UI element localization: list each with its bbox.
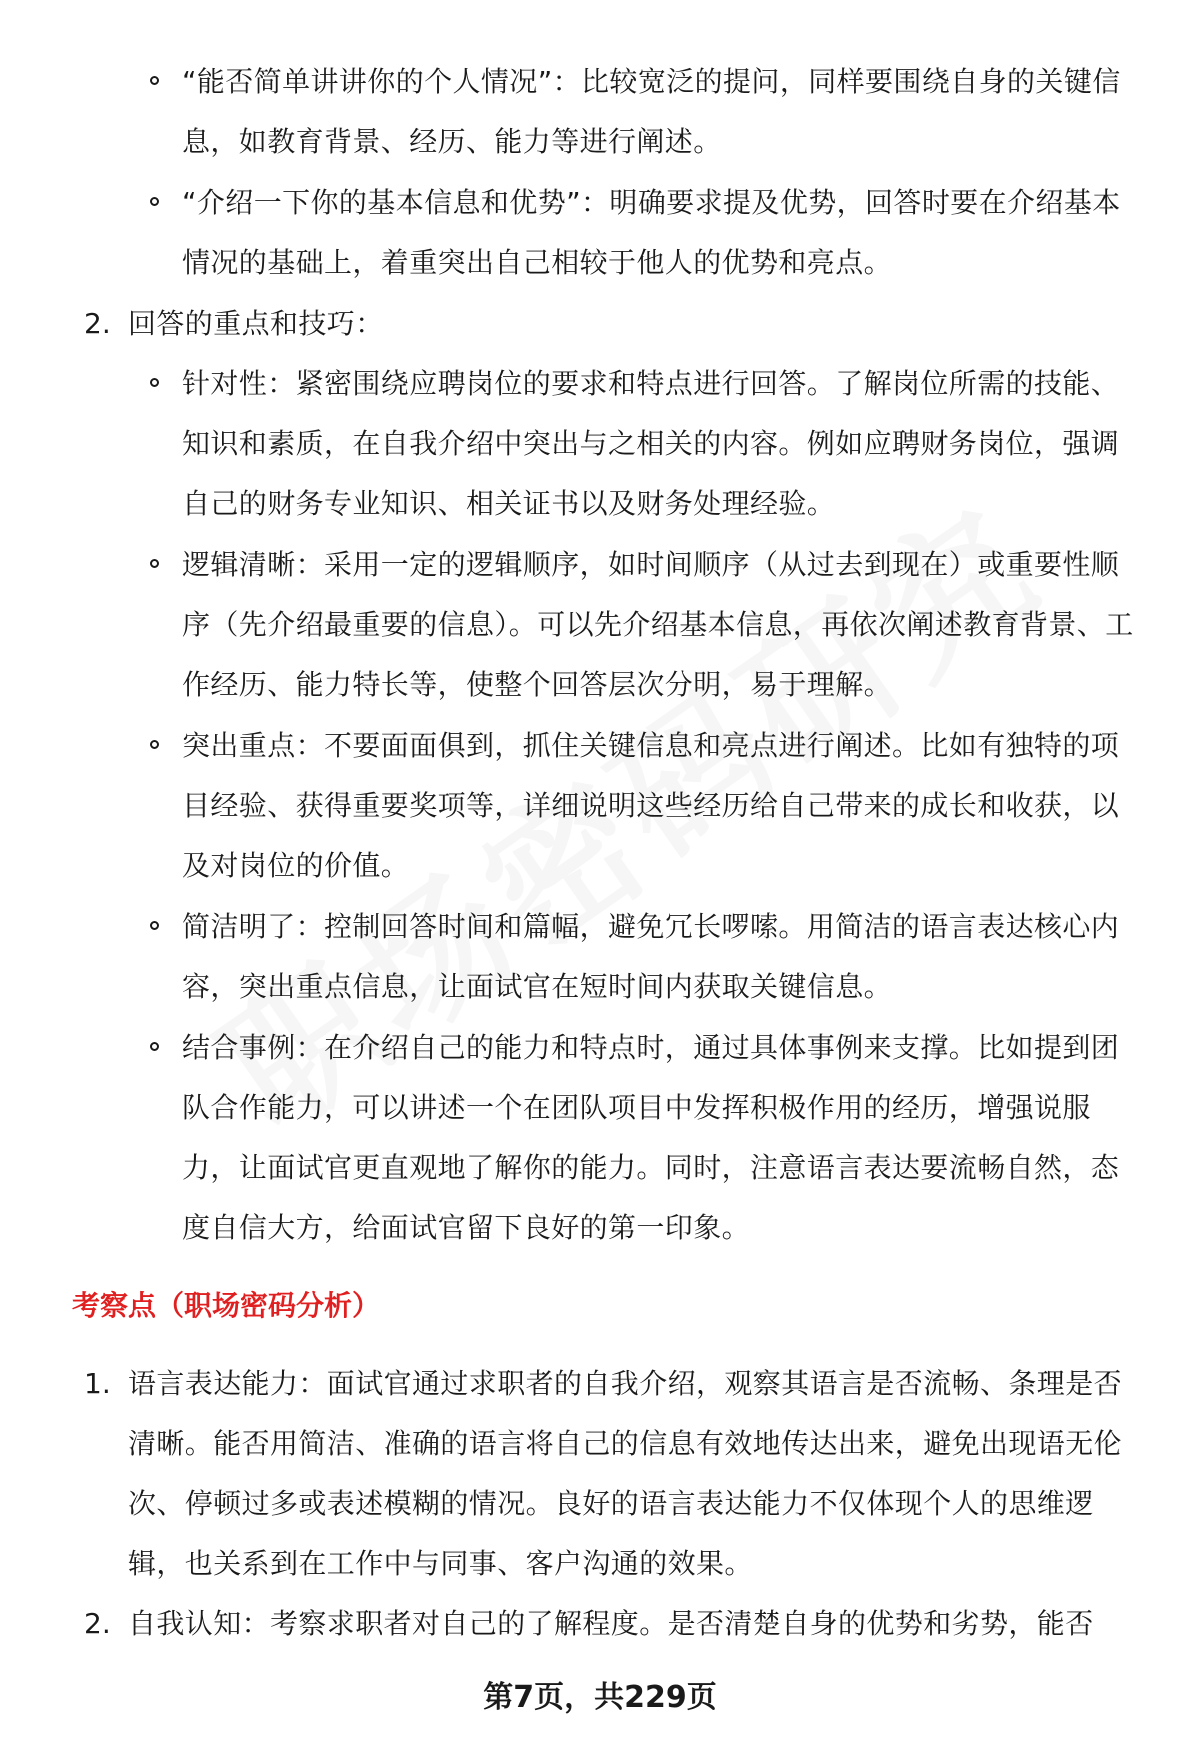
list-item	[0, 535, 1200, 715]
document-content	[0, 52, 1200, 1654]
list-item	[0, 354, 1200, 534]
hollow-bullet-icon	[150, 378, 159, 387]
list-item-text: 结合事例：在介绍自己的能力和特点时，通过具体事例来支撑。比如提到团队合作能力，可以讲述一个在团队项目中发挥积极作用的经历，增强说服力，让面试官更直观地了解你的能力。同时，注意语言表达要流畅自然，态度自信大方，给面试官留下良好的第一印象。	[182, 1031, 1120, 1244]
item-number: 1.	[84, 1367, 111, 1400]
hollow-bullet-icon	[150, 1042, 159, 1051]
item-number: 2.	[84, 307, 111, 340]
tips-sub-list	[0, 354, 1200, 1258]
hollow-bullet-icon	[150, 740, 159, 749]
list-item	[0, 1018, 1200, 1258]
list-item-text: “能否简单讲讲你的个人情况”：比较宽泛的提问，同样要围绕自身的关键信息，如教育背景、经历、能力等进行阐述。	[182, 65, 1121, 158]
item-text: 自我认知：考察求职者对自己的了解程度。是否清楚自身的优势和劣势，能否	[128, 1607, 1094, 1640]
numbered-item-2	[0, 294, 1200, 354]
item-number: 2.	[84, 1607, 111, 1640]
list-item	[0, 716, 1200, 896]
hollow-bullet-icon	[150, 197, 159, 206]
item-heading: 回答的重点和技巧：	[128, 307, 384, 340]
numbered-item-2	[0, 1594, 1200, 1654]
list-item-text: 突出重点：不要面面俱到，抓住关键信息和亮点进行阐述。比如有独特的项目经验、获得重要奖项等，详细说明这些经历给自己带来的成长和收获，以及对岗位的价值。	[182, 729, 1120, 882]
list-item-text: “介绍一下你的基本信息和优势”：明确要求提及优势，回答时要在介绍基本情况的基础上，着重突出自己相较于他人的优势和亮点。	[182, 186, 1121, 279]
top-sub-list	[0, 52, 1200, 293]
list-item-text: 逻辑清晰：采用一定的逻辑顺序，如时间顺序（从过去到现在）或重要性顺序（先介绍最重要的信息）。可以先介绍基本信息，再依次阐述教育背景、工作经历、能力特长等，使整个回答层次分明，易于理解。	[182, 548, 1134, 701]
hollow-bullet-icon	[150, 921, 159, 930]
list-item	[0, 52, 1200, 172]
assessment-list	[0, 1354, 1200, 1654]
list-item	[0, 173, 1200, 293]
page-number-footer: 第7页，共229页	[483, 1680, 717, 1715]
list-item-text: 针对性：紧密围绕应聘岗位的要求和特点进行回答。了解岗位所需的技能、知识和素质，在自我介绍中突出与之相关的内容。例如应聘财务岗位，强调自己的财务专业知识、相关证书以及财务处理经验。	[182, 367, 1120, 520]
numbered-list	[0, 294, 1200, 354]
numbered-item-1	[0, 1354, 1200, 1594]
item-text: 语言表达能力：面试官通过求职者的自我介绍，观察其语言是否流畅、条理是否清晰。能否用简洁、准确的语言将自己的信息有效地传达出来，避免出现语无伦次、停顿过多或表述模糊的情况。良好的语言表达能力不仅体现个人的思维逻辑，也关系到在工作中与同事、客户沟通的效果。	[128, 1367, 1123, 1580]
list-item	[0, 897, 1200, 1017]
section-title: 考察点（职场密码分析）	[72, 1289, 381, 1322]
hollow-bullet-icon	[150, 76, 159, 85]
list-item-text: 简洁明了：控制回答时间和篇幅，避免冗长啰嗦。用简洁的语言表达核心内容，突出重点信息，让面试官在短时间内获取关键信息。	[182, 910, 1120, 1003]
hollow-bullet-icon	[150, 559, 159, 568]
